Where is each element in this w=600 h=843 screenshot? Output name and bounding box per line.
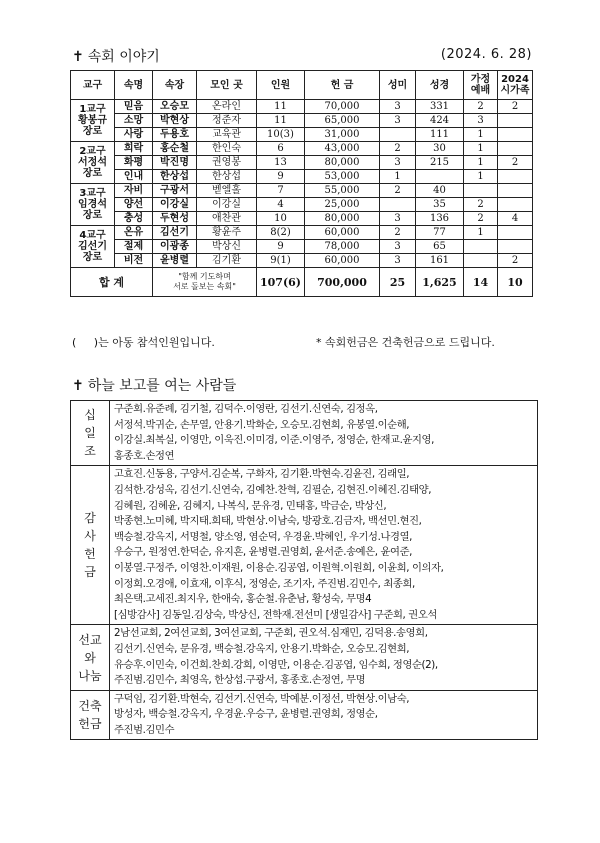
table-cell: 40 <box>416 184 464 198</box>
table-cell: 2 <box>464 100 498 114</box>
report-names <box>110 401 538 466</box>
table-cell: 53,000 <box>305 170 380 184</box>
table-cell: 215 <box>416 156 464 170</box>
table-cell <box>498 226 533 240</box>
slogan-text: "함께 기도하며 서로 돌보는 속회" <box>153 268 257 297</box>
table-cell: 70,000 <box>305 100 380 114</box>
table-cell: 111 <box>416 128 464 142</box>
report-line: 주진범.김민수 <box>114 723 175 736</box>
table-cell: 정준자 <box>197 114 257 128</box>
table-cell: 1 <box>464 128 498 142</box>
table-cell: 25,000 <box>305 198 380 212</box>
cross-icon: ✝ <box>72 49 84 65</box>
table-row <box>71 100 533 114</box>
report-line: 2남선교회, 2여선교회, 3여선교회, 구준회, 권오석.심재민, 김덕용.송영희, <box>114 627 428 640</box>
table-cell: 424 <box>416 114 464 128</box>
table-cell: 홍순철 <box>153 142 197 156</box>
table-cell <box>464 240 498 254</box>
table-cell: 한상섭 <box>153 170 197 184</box>
table-cell: 박현상 <box>153 114 197 128</box>
table-cell: 3 <box>380 156 416 170</box>
column-header: 헌 금 <box>305 71 380 100</box>
table-cell: 박진명 <box>153 156 197 170</box>
table-cell: 소망 <box>115 114 153 128</box>
report-line: 백승철.강옥지, 서명철, 양소영, 염순덕, 우경윤.박혜인, 우기성.나경열, <box>114 530 412 543</box>
table-cell: 2 <box>498 100 533 114</box>
table-cell: 55,000 <box>305 184 380 198</box>
table-cell: 3 <box>464 114 498 128</box>
total-people: 107(6) <box>257 268 305 297</box>
table-cell: 7 <box>257 184 305 198</box>
total-new-family: 10 <box>498 268 533 297</box>
table-cell: 충성 <box>115 212 153 226</box>
column-header: 성미 <box>380 71 416 100</box>
table-cell: 10 <box>257 212 305 226</box>
table-cell: 두용호 <box>153 128 197 142</box>
table-cell <box>464 254 498 268</box>
table-cell: 13 <box>257 156 305 170</box>
report-line: 이봉열.구정주, 이영찬.이재원, 이용순.김공엽, 이원혁.이원희, 이윤희, 이의자, <box>114 561 444 574</box>
table-cell: 2 <box>498 254 533 268</box>
cross-icon: ✝ <box>72 378 84 394</box>
table-cell <box>498 240 533 254</box>
table-row <box>71 184 533 198</box>
table-cell: 2 <box>464 198 498 212</box>
column-header: 교구 <box>71 71 115 100</box>
table-row <box>71 254 533 268</box>
report-line: 이정희.오경애, 이효재, 이후식, 정영순, 조기자, 주진범.김민수, 최종희, <box>114 577 415 590</box>
table-cell: 8(2) <box>257 226 305 240</box>
column-header: 모인 곳 <box>197 71 257 100</box>
report-line: [심방감사] 김동일.김상숙, 박상신, 전학재.전선미 [생일감사] 구준회, 권오석 <box>114 608 437 621</box>
table-cell: 벧엘홀 <box>197 184 257 198</box>
district-cell: 1교구 황봉규 장로 <box>71 100 115 142</box>
reports-table <box>70 400 538 740</box>
column-header: 가정 예배 <box>464 71 498 100</box>
table-cell: 31,000 <box>305 128 380 142</box>
table-cell: 이강실 <box>197 198 257 212</box>
report-line: 박종현.노미혜, 박지태.희태, 박현상.이남숙, 방광호.김금자, 백선민.현진, <box>114 515 422 528</box>
report-row <box>71 625 538 690</box>
total-rice: 25 <box>380 268 416 297</box>
report-line: 주진범.김민수, 최영옥, 한상섭.구광서, 홍종호.손정연, 무명 <box>114 674 366 687</box>
table-row <box>71 198 533 212</box>
table-cell: 애찬관 <box>197 212 257 226</box>
total-row <box>71 268 533 297</box>
table-cell <box>498 198 533 212</box>
table-row <box>71 128 533 142</box>
table-cell: 9 <box>257 170 305 184</box>
report-line: 김혜원, 김혜윤, 김혜지, 나복식, 문유경, 민태홍, 박금순, 박상신, <box>114 499 387 512</box>
table-cell: 3 <box>380 254 416 268</box>
table-row <box>71 142 533 156</box>
report-names <box>110 625 538 690</box>
table-cell: 136 <box>416 212 464 226</box>
table-cell: 3 <box>380 212 416 226</box>
section-title-meeting: ✝ 속회 이야기 <box>72 49 160 65</box>
report-line: 김석한.강성옥, 김선기.신연숙, 김예찬.찬혁, 김필순, 김현진.이혜진.김태양, <box>114 483 432 496</box>
table-cell: 윤병렬 <box>153 254 197 268</box>
table-cell: 161 <box>416 254 464 268</box>
total-home-worship: 14 <box>464 268 498 297</box>
column-header: 인원 <box>257 71 305 100</box>
table-cell: 4 <box>498 212 533 226</box>
table-cell: 10(3) <box>257 128 305 142</box>
table-cell: 65,000 <box>305 114 380 128</box>
table-cell: 1 <box>464 142 498 156</box>
date-label: (2024. 6. 28) <box>440 47 532 62</box>
table-cell: 11 <box>257 114 305 128</box>
district-cell: 3교구 임경석 장로 <box>71 184 115 226</box>
note-fund: * 속회헌금은 건축헌금으로 드립니다. <box>316 336 495 349</box>
column-header: 속명 <box>115 71 153 100</box>
table-cell: 2 <box>380 184 416 198</box>
table-row <box>71 156 533 170</box>
table-cell: 80,000 <box>305 156 380 170</box>
table-row <box>71 240 533 254</box>
table-cell: 한인숙 <box>197 142 257 156</box>
table-cell: 1 <box>464 156 498 170</box>
report-line: 김선기.신연숙, 문유경, 백승철.강옥지, 안용기.박화순, 오승모.김현희, <box>114 642 410 655</box>
total-offering: 700,000 <box>305 268 380 297</box>
table-cell: 1 <box>464 170 498 184</box>
table-cell: 이광종 <box>153 240 197 254</box>
report-category: 선교 와 나눔 <box>71 625 110 690</box>
table-cell: 희락 <box>115 142 153 156</box>
table-cell: 9 <box>257 240 305 254</box>
table-cell: 믿음 <box>115 100 153 114</box>
table-cell: 비전 <box>115 254 153 268</box>
table-cell: 60,000 <box>305 254 380 268</box>
table-cell: 자비 <box>115 184 153 198</box>
note-kids: ( )는 아동 참석인원입니다. <box>72 336 215 349</box>
table-cell: 김기환 <box>197 254 257 268</box>
report-category: 건축 헌금 <box>71 690 110 740</box>
table-cell <box>464 184 498 198</box>
table-cell <box>380 128 416 142</box>
table-cell: 3 <box>380 240 416 254</box>
table-cell: 김선기 <box>153 226 197 240</box>
report-category: 감 사 헌 금 <box>71 466 110 625</box>
report-line: 구준회.유준례, 김기철, 김덕수.이영란, 김선기.신연숙, 김정옥, <box>114 403 378 415</box>
table-cell: 온라인 <box>197 100 257 114</box>
table-cell: 1 <box>464 226 498 240</box>
table-header-row <box>71 71 533 100</box>
table-cell: 9(1) <box>257 254 305 268</box>
report-row <box>71 401 538 466</box>
report-line: 우승구, 원정연.한덕순, 유지흔, 윤병렬.권영희, 윤서준.송예은, 윤여준, <box>114 546 412 559</box>
table-cell: 온유 <box>115 226 153 240</box>
table-cell: 78,000 <box>305 240 380 254</box>
table-cell: 65 <box>416 240 464 254</box>
table-cell: 두현성 <box>153 212 197 226</box>
table-cell <box>498 128 533 142</box>
table-cell: 한상섭 <box>197 170 257 184</box>
table-cell: 80,000 <box>305 212 380 226</box>
meeting-table <box>70 70 533 297</box>
district-cell: 2교구 서정석 장로 <box>71 142 115 184</box>
report-line: 고효진.신동용, 구양서.김순복, 구화자, 김기환.박현숙.김윤진, 김래일, <box>114 468 410 481</box>
report-row <box>71 690 538 740</box>
report-names <box>110 466 538 625</box>
column-header: 2024 시가족 <box>498 71 533 100</box>
total-label: 합 계 <box>71 268 153 297</box>
table-cell: 2 <box>380 226 416 240</box>
report-line: 방성자, 백승철.강옥지, 우경윤.우승구, 윤병렬.권영희, 정영순, <box>114 708 378 721</box>
report-names <box>110 690 538 740</box>
table-cell: 3 <box>380 114 416 128</box>
table-cell: 오승모 <box>153 100 197 114</box>
report-line: 유승후.이민숙, 이건희.찬희.강희, 이영만, 이용순.김공엽, 임수희, 정영순(2), <box>114 658 438 671</box>
table-cell: 박상신 <box>197 240 257 254</box>
table-cell: 권영봉 <box>197 156 257 170</box>
table-cell: 60,000 <box>305 226 380 240</box>
table-cell <box>498 142 533 156</box>
table-cell: 35 <box>416 198 464 212</box>
table-cell: 양선 <box>115 198 153 212</box>
table-cell: 절제 <box>115 240 153 254</box>
report-line: 최은택.고세진.최지우, 한애숙, 홍순철.유춘남, 황성숙, 무명4 <box>114 593 372 606</box>
table-cell: 인내 <box>115 170 153 184</box>
table-cell: 43,000 <box>305 142 380 156</box>
table-row <box>71 114 533 128</box>
table-cell: 2 <box>380 142 416 156</box>
report-line: 구덕임, 김기환.박현숙, 김선기.신연숙, 박예분.이정선, 박현상.이남숙, <box>114 692 410 705</box>
table-cell <box>380 198 416 212</box>
table-cell: 331 <box>416 100 464 114</box>
table-cell: 2 <box>498 156 533 170</box>
column-header: 속장 <box>153 71 197 100</box>
table-cell: 6 <box>257 142 305 156</box>
table-cell: 구광서 <box>153 184 197 198</box>
table-cell: 화평 <box>115 156 153 170</box>
table-cell: 교육관 <box>197 128 257 142</box>
table-cell: 사랑 <box>115 128 153 142</box>
table-cell <box>416 170 464 184</box>
table-cell: 1 <box>380 170 416 184</box>
table-cell: 3 <box>380 100 416 114</box>
report-row <box>71 466 538 625</box>
table-row <box>71 170 533 184</box>
table-cell <box>498 184 533 198</box>
table-cell: 77 <box>416 226 464 240</box>
table-row <box>71 212 533 226</box>
table-cell <box>498 170 533 184</box>
report-line: 서정석.박귀순, 손무열, 안용기.박화순, 오승모.김현희, 유봉열.이순해, <box>114 418 410 431</box>
district-cell: 4교구 김선기 장로 <box>71 226 115 268</box>
table-cell: 이강실 <box>153 198 197 212</box>
total-bible: 1,625 <box>416 268 464 297</box>
table-cell: 2 <box>464 212 498 226</box>
report-line: 이강실.최복실, 이영만, 이욱진.이미경, 이준.이영주, 정영순, 한재교.윤지영, <box>114 434 434 447</box>
table-cell: 30 <box>416 142 464 156</box>
table-cell <box>498 114 533 128</box>
table-cell: 황윤주 <box>197 226 257 240</box>
report-category: 십 일 조 <box>71 401 110 466</box>
table-cell: 4 <box>257 198 305 212</box>
column-header: 성경 <box>416 71 464 100</box>
report-line: 홍종호.손정연 <box>114 449 175 462</box>
table-cell: 11 <box>257 100 305 114</box>
table-row <box>71 226 533 240</box>
section-title-reports: ✝ 하늘 보고를 여는 사람들 <box>72 378 237 394</box>
